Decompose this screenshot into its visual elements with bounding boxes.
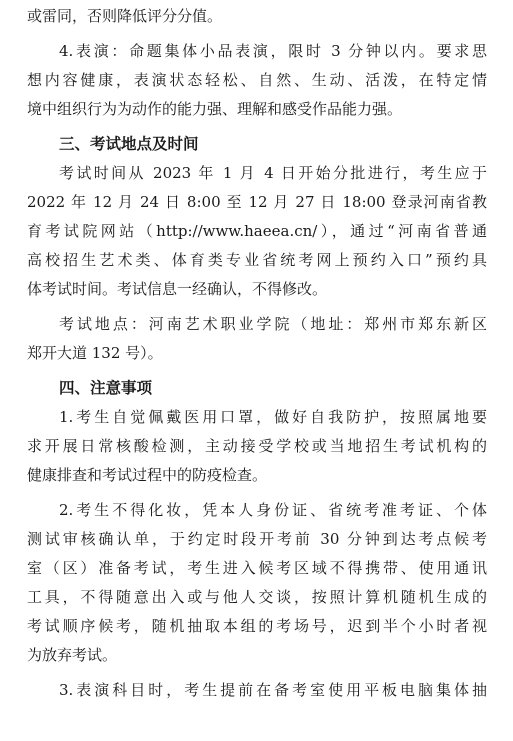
paragraph-line: 室（区）准备考试，考生进入候考区域不得携带、使用通讯 [27, 559, 487, 577]
paragraph-line: 育考试院网站（http://www.haeea.cn/），通过“河南省普通 [27, 222, 487, 240]
paragraph-line: 想内容健康，表演状态轻松、自然、生动、活泼，在特定情 [27, 71, 487, 89]
paragraph-line: 郑开大道 132 号）。 [27, 344, 163, 362]
paragraph-line: 2.考生不得化妆，凭本人身份证、省统考准考证、个体 [59, 501, 487, 519]
paragraph-line: 3.表演科目时，考生提前在备考室使用平板电脑集体抽 [59, 681, 487, 699]
paragraph-line: 2022 年 12 月 24 日 8:00 至 12 月 27 日 18:00 登录河南省教 [27, 193, 487, 211]
paragraph-line: 考试地点：河南艺术职业学院（地址：郑州市郑东新区 [59, 315, 487, 333]
paragraph-line: 为放弃考试。 [27, 646, 118, 664]
paragraph-line: 求开展日常核酸检测，主动接受学校或当地招生考试机构的 [27, 437, 487, 455]
paragraph-line: 境中组织行为为动作的能力强、理解和感受作品能力强。 [27, 100, 403, 118]
section-heading: 四、注意事项 [59, 379, 153, 397]
section-heading: 三、考试地点及时间 [59, 135, 199, 153]
paragraph-line: 高校招生艺术类、体育类专业省统考网上预约入口”预约具 [27, 251, 487, 269]
paragraph-line: 体考试时间。考试信息一经确认，不得修改。 [27, 280, 328, 298]
paragraph-line: 考试顺序候考，随机抽取本组的考场号，迟到半个小时者视 [27, 617, 487, 635]
paragraph-line: 考试时间从 2023 年 1 月 4 日开始分批进行，考生应于 [59, 164, 487, 182]
document-page [27, 0, 487, 705]
paragraph-line: 测试审核确认单，于约定时段开考前 30 分钟到达考点候考 [27, 530, 487, 548]
paragraph-line: 工具，不得随意出入或与他人交谈，按照计算机随机生成的 [27, 588, 487, 606]
paragraph-line: 1.考生自觉佩戴医用口罩，做好自我防护，按照属地要 [59, 408, 487, 426]
paragraph-line: 或雷同，否则降低评分分值。 [27, 7, 223, 25]
paragraph-line: 4.表演：命题集体小品表演，限时 3 分钟以内。要求思 [59, 42, 487, 60]
paragraph-line: 健康排查和考试过程中的防疫检查。 [27, 466, 268, 484]
